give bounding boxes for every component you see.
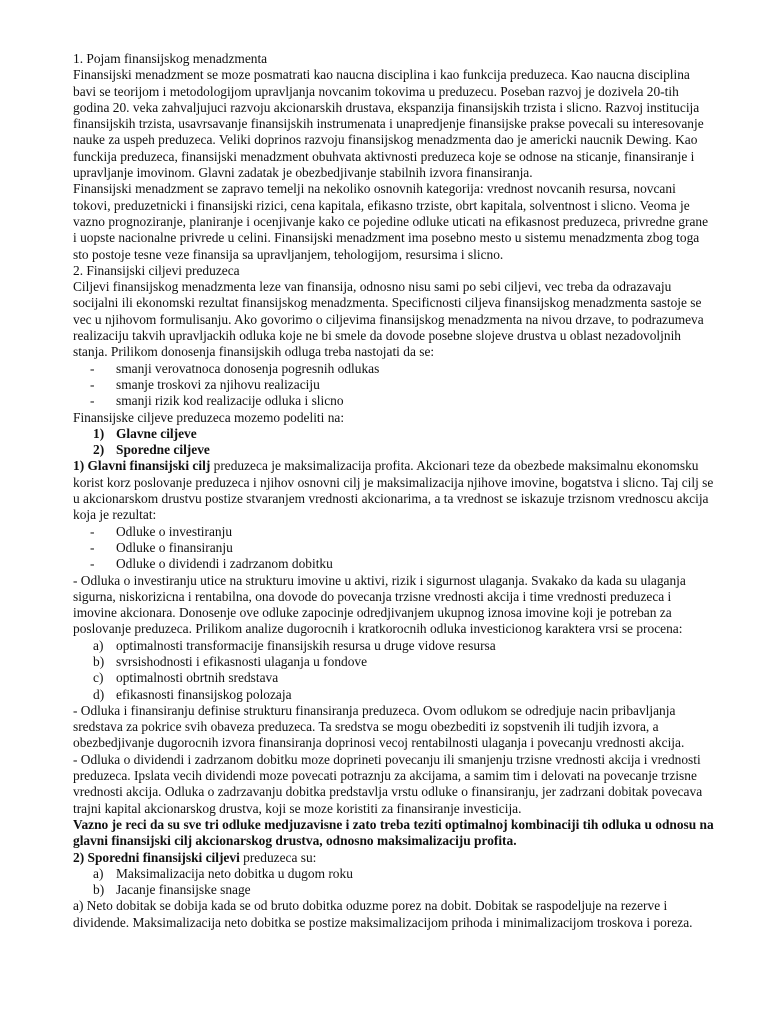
section-1-paragraph-1: Finansijski menadzment se moze posmatrati kao naucna disciplina i kao funkcija preduzeca. Kao naucna disciplina bavi se teorijom i metodologijom upravljanja novcanim tokovima u preduzecu. Poseban razvoj je dozivela 20-tih godina 20. veka zahvaljujuci razvoju akcionarskih drustava, ekspanzija finansijskih trzista i slicno. Razvoj institucija finansijskih trzista, usavrsavanje finansijskih instrumenata i unapredjenje finansijske prakse povecali su interesovanje nauke za uspeh preduzeca. Veliki doprinos razvoju finansijskog menadzmenta dao je americki naucnik Dewing. Kao funckija preduzeca, finansijski menadzment obuhvata aktivnosti preduzeca koje se odnose na sticanje, finansiranje i upravljanje imovinom. Glavni zadatak je obezbedjivanje stabilnih izvora finansiranja. (73, 67, 704, 181)
list-item-text: smanji verovatnoca donosenja pogresnih odlukas (116, 360, 380, 376)
list-item-text: smanje troskovi za njihovu realizaciju (116, 376, 320, 392)
list-marker: b) (93, 653, 105, 669)
list-item (73, 866, 714, 882)
list-item (73, 556, 714, 572)
list-item (73, 377, 714, 393)
financing-paragraph: - Odluka i finansiranju definise strukturu finansiranja preduzeca. Ovom odlukom se odredjuje nacin pribavljanja sredstava za pokrice svih obaveza preduzeca. Ta sredstva se mogu obezbediti iz sopstvenih ili tudjih izvora, a obezbedjivanje dugorocnih izvora finansiranja doprinosi vecoj rentabilnosti ulaganja i povecanju vrednosti akcija. (73, 702, 685, 751)
list-item-text: Sporedne ciljeve (116, 442, 210, 458)
section-2-paragraph-2: Finansijske ciljeve preduzeca mozemo podeliti na: (73, 409, 345, 425)
secondary-goals-lead: 2) Sporedni finansijski ciljevi (73, 849, 240, 865)
list-marker: 2) (93, 442, 105, 458)
list-item (73, 393, 714, 409)
secondary-goals-paragraph (73, 850, 714, 866)
list-item-text: Jacanje finansijske snage (116, 882, 251, 898)
list-item-text: svrsishodnosti i efikasnosti ulaganja u fondove (116, 653, 368, 669)
list-marker: - (90, 556, 95, 572)
list-marker: - (90, 393, 95, 409)
list-marker: a) (93, 637, 104, 653)
investment-paragraph: - Odluka o investiranju utice na strukturu imovine u aktivi, rizik i sigurnost ulaganja. Svakako da kada su ulaganja sigurna, niskorizicna i rentabilna, ona dovode do povecanja trzisne vrednosti akcija i time vrednosti preduzeca i imovine akcionara. Donosenje ove odluke zapocinje odredjivanjem ukupnog iznosa imovine koji je potreban za poslovanje preduzeca. Prilikom analize dugorocnih i kratkorocnih odluka investicionog karaktera vrsi se procena: (73, 572, 686, 637)
main-goal-text: preduzeca je maksimalizacija profita. Akcionari teze da obezbede maksimalnu ekonomsku korist korz poslovanje preduzeca i njihov osnovni cilj je maksimalizacija njihove imovine, bogatstva i slicno. Taj cilj se u akcionarskom drustvu postize stvaranjem vrednosti akcionarima, a ta vrednost se iskazuje trzisnom vrednoscu akcija koja je rezultat: (73, 458, 714, 523)
list-item (73, 654, 714, 670)
list-marker: d) (93, 686, 105, 702)
secondary-goals-text: preduzeca su: (239, 849, 317, 865)
main-goal-paragraph (73, 458, 714, 523)
list-item (73, 524, 714, 540)
list-item-text: Odluke o investiranju (116, 523, 233, 539)
goal-divisions-list (73, 426, 714, 459)
list-marker: - (90, 539, 95, 555)
list-item-text: efikasnosti finansijskog polozaja (116, 686, 292, 702)
list-item-text: smanji rizik kod realizacije odluka i slicno (116, 393, 344, 409)
list-marker: - (90, 360, 95, 376)
section-1-paragraph-2: Finansijski menadzment se zapravo temelji na nekoliko osnovnih kategorija: vrednost novcanih resursa, novcani tokovi, preduzetnicki i finansijski rizici, cena kapitala, efikasno trziste, obrt kapitala, solventnost i slicno. Veoma je vazno prognoziranje, planiranje i ocenjivanje kako ce pojedine odluke uticati na efikasnost preduzeca, privredne grane i uopste nacionalne privrede u celini. Finansijski menadzment ima posebno mesto u sistemu menadzmenta zbog toga sto postoje tesne veze finansija sa upravljanjem, tehologijom, resursima i slicno. (73, 181, 709, 262)
bold-summary-text: Vazno je reci da su sve tri odluke medjuzavisne i zato treba teziti optimalnoj kombinaciji tih odluka u odnosu na glavni finansijski cilj akcionarskog drustva, odnosno maksimalizaciju profita. (73, 816, 714, 849)
list-marker: - (90, 376, 95, 392)
section-2-paragraph-1: Ciljevi finansijskog menadzmenta leze van finansija, odnosno nisu sami po sebi ciljevi, vec treba da odrazavaju socijalni ili ekonomski rezultat finansijskog menadzmenta. Specificnosti ciljeva finansijskog menadzmenta sastoje se vec u njihovom formulisanju. Ako govorimo o ciljevima finansijskog menadzmenta na nivou drzave, to podrazumeva realizaciju takvih upravljackih odluka koje ne bi smele da dovode posebne slojeve drustva u oblast nezadovoljnih stanja. Prilikom donosenja finansijskih odluga treba nastojati da se: (73, 279, 704, 360)
list-marker: a) (93, 865, 104, 881)
list-marker: 1) (93, 425, 105, 441)
list-item (73, 426, 714, 442)
main-goal-lead: 1) Glavni finansijski cilj (73, 458, 211, 474)
list-item (73, 442, 714, 458)
assessment-list (73, 638, 714, 703)
list-item (73, 638, 714, 654)
dividend-paragraph: - Odluka o dividendi i zadrzanom dobitku moze doprineti povecanju ili smanjenju trzisne vrednosti akcija i vrednosti preduzeca. Ipslata vecih dividendi moze povecati potraznju za akcijama, a samim tim i delovati na povecanje trzisne vrednosti akcija. Odluka o zadrzavanju dobitka predstavlja vrstu odluke o finansiranju, jer zadrzani dobitak povecava trajni kapital akcionarskog drustva, koji se moze koristiti za finansiranje investicija. (73, 751, 703, 816)
list-marker: - (90, 523, 95, 539)
list-marker: c) (93, 670, 104, 686)
list-item-text: Odluke o dividendi i zadrzanom dobitku (116, 556, 333, 572)
list-item (73, 882, 714, 898)
net-profit-paragraph: a) Neto dobitak se dobija kada se od bruto dobitka oduzme porez na dobit. Dobitak se raspodeljuje na rezerve i dividende. Maksimalizacija neto dobitka se postize maksimalizacijom prihoda i minimalizacijom troskova i poreza. (73, 898, 693, 930)
list-item-text: Glavne ciljeve (116, 425, 197, 441)
list-item (73, 540, 714, 556)
list-item-text: Maksimalizacija neto dobitka u dugom roku (116, 865, 353, 881)
list-item-text: Odluke o finansiranju (116, 539, 233, 555)
list-item-text: optimalnosti transformacije finansijskih resursa u druge vidove resursa (116, 637, 496, 653)
list-item (73, 687, 714, 703)
section-1-heading: 1. Pojam finansijskog menadzmenta (73, 51, 268, 66)
list-item-text: optimalnosti obrtnih sredstava (116, 670, 279, 686)
bold-summary-paragraph (73, 817, 714, 850)
section-2-heading: 2. Finansijski ciljevi preduzeca (73, 262, 240, 278)
decisions-list (73, 524, 714, 573)
list-marker: b) (93, 882, 105, 898)
list-item (73, 670, 714, 686)
list-item (73, 361, 714, 377)
secondary-goals-list (73, 866, 714, 899)
decision-goals-list (73, 361, 714, 410)
